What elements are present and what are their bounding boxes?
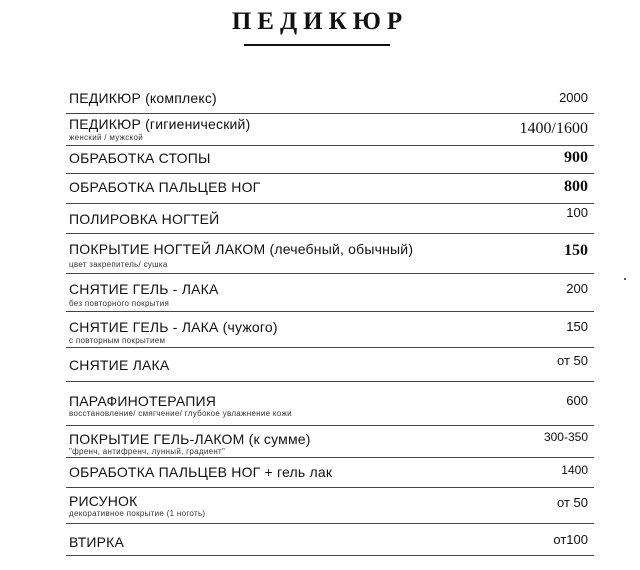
service-name: СНЯТИЕ ГЕЛЬ - ЛАКА (чужого) [69,319,278,335]
price-row [66,488,594,524]
service-name: СНЯТИЕ ГЕЛЬ - ЛАКА [69,281,219,297]
price-row [66,146,594,174]
price-row [66,204,594,234]
service-description: декоративное покрытие (1 ноготь) [69,509,206,518]
service-description: женский / мужской [69,133,143,142]
price-row [66,458,594,488]
service-price: 800 [564,178,588,195]
service-description: без повторного покрытия [69,299,170,308]
price-row [66,312,594,348]
page-title: ПЕДИКЮР [231,8,409,35]
price-row [66,234,594,274]
service-price: 2000 [559,90,588,105]
service-name: ПЕДИКЮР (комплекс) [69,90,217,106]
service-name: ПОКРЫТИЕ НОГТЕЙ ЛАКОМ (лечебный, обычный) [69,241,414,257]
service-name: ОБРАБОТКА ПАЛЬЦЕВ НОГ + гель лак [69,464,333,480]
service-price: 600 [566,393,588,408]
service-name: ОБРАБОТКА СТОПЫ [69,150,211,166]
service-price: 200 [566,281,588,296]
title-underline [244,44,390,46]
service-description: цвет закрепитель/ сушка [69,260,168,269]
price-row [66,524,594,556]
service-name: СНЯТИЕ ЛАКА [69,357,170,373]
service-price: 1400/1600 [519,120,588,137]
row-divider [66,555,594,556]
price-row [66,348,594,382]
service-price: от 50 [557,495,588,510]
stray-mark [624,278,626,280]
service-description: восстановление/ смягчение/ глубокое увлажнение кожи [69,409,292,418]
price-row [66,426,594,458]
price-row [66,114,594,146]
service-price: 900 [564,149,588,166]
service-description: "френч, антифренч, лунный, градиент" [69,447,226,456]
service-name: ПЕДИКЮР (гигиенический) [69,116,251,132]
service-name: ПОКРЫТИЕ ГЕЛЬ-ЛАКОМ (к сумме) [69,431,311,447]
service-name: ПОЛИРОВКА НОГТЕЙ [69,211,220,227]
price-row [66,84,594,114]
service-price: 300-350 [543,430,588,444]
service-price: 1400 [561,463,588,477]
service-description: с повторным покрытием [69,336,166,345]
service-name: РИСУНОК [69,493,138,509]
service-price: от 50 [557,353,588,368]
service-name: ПАРАФИНОТЕРАПИЯ [69,393,217,409]
service-price: от100 [553,532,588,547]
service-name: ОБРАБОТКА ПАЛЬЦЕВ НОГ [69,179,261,195]
price-row [66,382,594,426]
service-price: 150 [564,242,588,259]
service-price: 100 [566,205,588,220]
price-row [66,174,594,204]
service-price: 150 [566,319,588,334]
service-name: ВТИРКА [69,534,125,550]
price-row [66,274,594,312]
